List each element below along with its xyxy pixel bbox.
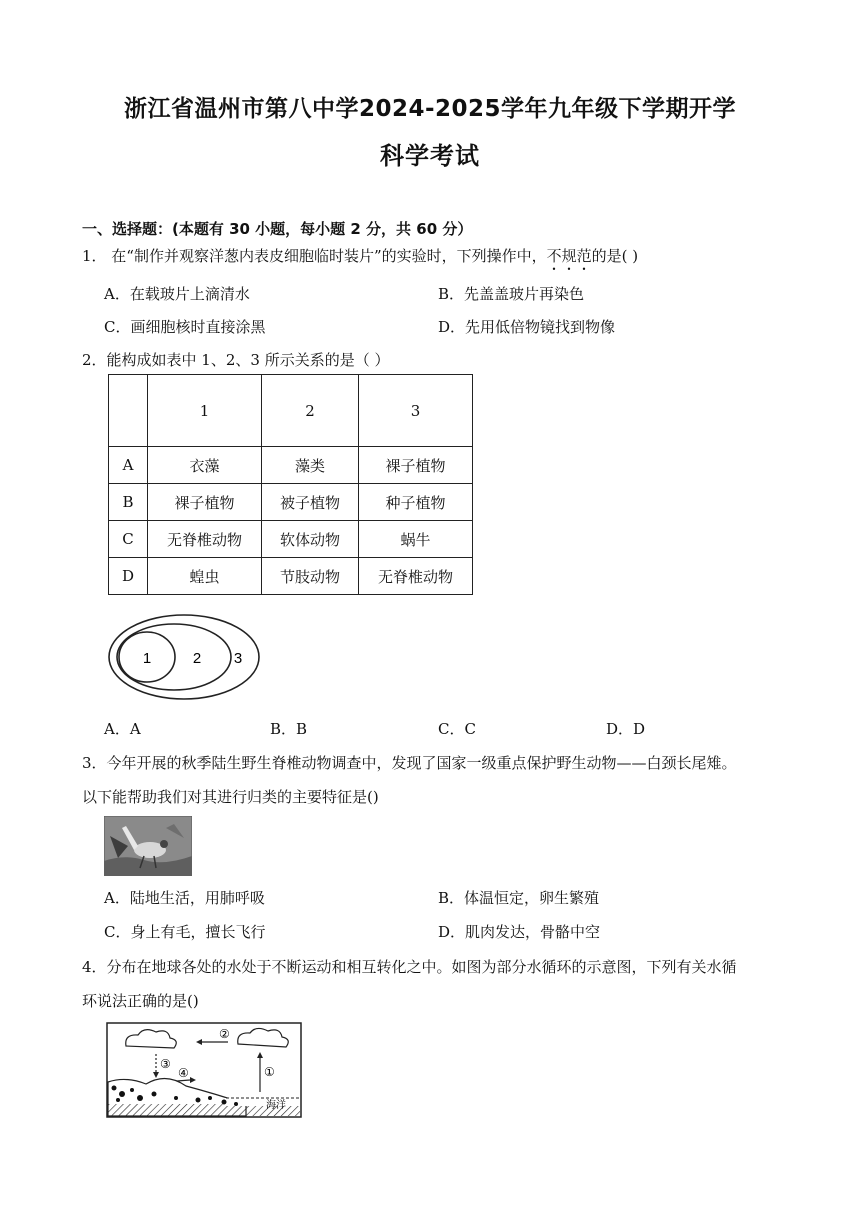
- table-cell: D: [109, 558, 148, 595]
- table-cell: 裸子植物: [148, 484, 262, 521]
- table-cell: 蜗牛: [359, 521, 473, 558]
- table-cell: C: [109, 521, 148, 558]
- q3-option-a[interactable]: A．陆地生活，用肺呼吸: [104, 889, 265, 907]
- table-cell: A: [109, 447, 148, 484]
- table-cell: 节肢动物: [262, 558, 359, 595]
- water-cycle-diagram: [106, 1022, 302, 1118]
- table-cell: 无脊椎动物: [148, 521, 262, 558]
- table-header-row: [109, 375, 473, 447]
- label-3: ③: [160, 1057, 171, 1071]
- classification-table: [108, 374, 473, 595]
- table-row: [109, 447, 473, 484]
- table-cell: 藻类: [262, 447, 359, 484]
- table-row: [109, 521, 473, 558]
- q3-option-b[interactable]: B．体温恒定，卵生繁殖: [438, 889, 600, 907]
- table-cell: 1: [148, 375, 262, 447]
- table-cell: 被子植物: [262, 484, 359, 521]
- question-3-stem-line-2: 以下能帮助我们对其进行归类的主要特征是(): [82, 788, 379, 806]
- table-cell: 种子植物: [359, 484, 473, 521]
- label-4: ④: [178, 1066, 189, 1080]
- pheasant-photo: [104, 816, 192, 876]
- q1-option-d[interactable]: D．先用低倍物镜找到物像: [438, 318, 616, 336]
- q2-option-c[interactable]: C．C: [438, 720, 476, 738]
- table-cell: [109, 375, 148, 447]
- table-cell: 3: [359, 375, 473, 447]
- question-1-stem: 1． 在“制作并观察洋葱内表皮细胞临时装片”的实验时，下列操作中，不规范的是( ): [82, 247, 639, 265]
- question-2-stem: 2．能构成如表中 1、2、3 所示关系的是（ ）: [82, 351, 390, 369]
- venn-label-1: 1: [142, 650, 152, 667]
- question-4-stem-line-1: 4．分布在地球各处的水处于不断运动和相互转化之中。如图为部分水循环的示意图，下列有关水循: [82, 958, 737, 976]
- q3-option-d[interactable]: D．肌肉发达，骨骼中空: [438, 923, 601, 941]
- table-cell: 2: [262, 375, 359, 447]
- table-cell: 裸子植物: [359, 447, 473, 484]
- table-cell: 蝗虫: [148, 558, 262, 595]
- table-cell: 软体动物: [262, 521, 359, 558]
- question-3-stem-line-1: 3．今年开展的秋季陆生野生脊椎动物调查中，发现了国家一级重点保护野生动物——白颈长尾雉。: [82, 754, 737, 772]
- label-ocean: 海洋: [266, 1100, 286, 1111]
- q2-option-b[interactable]: B．B: [270, 720, 308, 738]
- table-cell: B: [109, 484, 148, 521]
- label-2: ②: [219, 1027, 230, 1041]
- q2-option-d[interactable]: D．D: [606, 720, 646, 738]
- q3-option-c[interactable]: C．身上有毛，擅长飞行: [104, 923, 266, 941]
- emphasis-text: 不规范: [546, 247, 592, 265]
- table-cell: 衣藻: [148, 447, 262, 484]
- q1-option-a[interactable]: A．在载玻片上滴清水: [104, 285, 250, 303]
- page-subtitle: 科学考试: [380, 142, 480, 170]
- label-1: ①: [264, 1065, 275, 1079]
- table-row: [109, 484, 473, 521]
- venn-label-2: 2: [192, 650, 202, 667]
- section-heading: 一、选择题：(本题有 30 小题，每小题 2 分，共 60 分）: [82, 220, 473, 238]
- q2-option-a[interactable]: A．A: [104, 720, 141, 738]
- venn-diagram: [106, 612, 264, 702]
- q1-option-b[interactable]: B．先盖盖玻片再染色: [438, 285, 585, 303]
- table-row: [109, 558, 473, 595]
- page-title: 浙江省温州市第八中学2024-2025学年九年级下学期开学: [123, 96, 737, 122]
- question-4-stem-line-2: 环说法正确的是(): [82, 992, 199, 1010]
- table-cell: 无脊椎动物: [359, 558, 473, 595]
- venn-label-3: 3: [233, 650, 243, 667]
- q1-option-c[interactable]: C．画细胞核时直接涂黑: [104, 318, 266, 336]
